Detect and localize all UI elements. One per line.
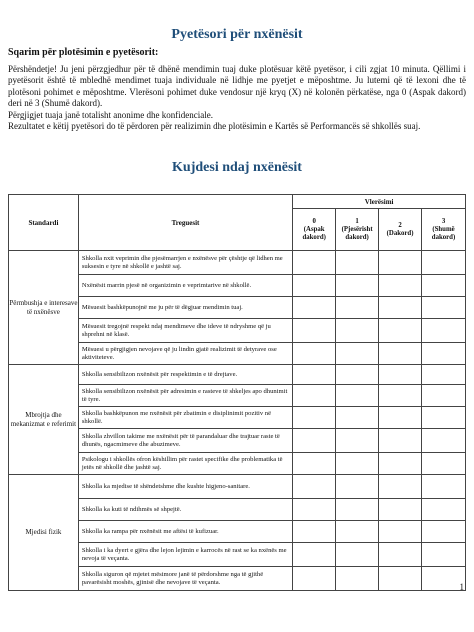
indicator-cell: Shkolla ka rampa për nxënësit me aftësi të kufizuar. (78, 521, 292, 543)
rating-cell-0[interactable] (293, 251, 336, 275)
rating-cell-3[interactable] (422, 453, 466, 475)
instructions-text (8, 64, 466, 132)
rating-cell-3[interactable] (422, 385, 466, 407)
score-header-3 (422, 209, 466, 251)
rating-cell-0[interactable] (293, 407, 336, 429)
rating-cell-3[interactable] (422, 297, 466, 319)
rating-cell-1[interactable] (336, 499, 379, 521)
rating-cell-0[interactable] (293, 385, 336, 407)
rating-cell-2[interactable] (379, 275, 422, 297)
rating-cell-1[interactable] (336, 429, 379, 453)
score-label: (Aspak dakord) (302, 225, 326, 241)
rating-cell-2[interactable] (379, 521, 422, 543)
rating-cell-2[interactable] (379, 319, 422, 343)
indicator-cell: Nxënësit marrin pjesë në organizimin e veprimtarive në shkollë. (78, 275, 292, 297)
standard-cell: Mbrojtja dhe mekanizmat e referimit (9, 365, 79, 475)
rating-cell-3[interactable] (422, 543, 466, 567)
page-number: 1 (459, 582, 464, 592)
rating-cell-2[interactable] (379, 343, 422, 365)
header-rating: Vlerësimi (293, 195, 466, 209)
standard-cell: Mjedisi fizik (9, 475, 79, 591)
page-title: Pyetësori për nxënësit (171, 27, 303, 42)
rating-cell-0[interactable] (293, 297, 336, 319)
rating-cell-0[interactable] (293, 343, 336, 365)
intro-paragraph: Përshëndetje! Ju jeni përzgjedhur për të dhënë mendimin tuaj duke plotësuar këtë pyetësor, i cili zgjat 10 minuta. Qëllimi i pyetësorit është të mbledhë mendimet tuaja individuale në lidhje me pyetjet e mëposhtme. Ju lutemi që të lexoni dhe të plotësoni pohimet e mëposhtme. Vlerësoni pohimet duke vendosur një kryq (X) në kolonën përkatëse, nga 0 (Aspak dakord) deri në 3 (Shumë dakord). (8, 64, 466, 109)
rating-cell-3[interactable] (422, 365, 466, 385)
score-header-0 (293, 209, 336, 251)
rating-cell-0[interactable] (293, 453, 336, 475)
rating-cell-1[interactable] (336, 521, 379, 543)
score-label: (Dakord) (386, 229, 414, 237)
rating-cell-0[interactable] (293, 475, 336, 499)
standard-cell: Përmbushja e interesave të nxënësve (9, 251, 79, 365)
score-label: (Pjesërisht dakord) (341, 225, 373, 241)
rating-cell-1[interactable] (336, 297, 379, 319)
rating-cell-2[interactable] (379, 453, 422, 475)
score-header-2 (379, 209, 422, 251)
rating-cell-3[interactable] (422, 343, 466, 365)
rating-cell-2[interactable] (379, 499, 422, 521)
rating-cell-3[interactable] (422, 407, 466, 429)
rating-cell-1[interactable] (336, 343, 379, 365)
rating-cell-2[interactable] (379, 543, 422, 567)
rating-cell-3[interactable] (422, 275, 466, 297)
rating-cell-3[interactable] (422, 499, 466, 521)
rating-cell-1[interactable] (336, 319, 379, 343)
score-header-1 (336, 209, 379, 251)
rating-cell-1[interactable] (336, 251, 379, 275)
rating-cell-2[interactable] (379, 251, 422, 275)
score-label: (Shumë dakord) (431, 225, 456, 241)
rating-cell-1[interactable] (336, 407, 379, 429)
table-row (9, 251, 466, 275)
intro-paragraph: Rezultatet e këtij pyetësori do të përdoren për realizimin dhe plotësimin e Kartës së Performancës së shkollës suaj. (8, 121, 421, 132)
rating-cell-3[interactable] (422, 319, 466, 343)
indicator-cell: Shkolla siguron që mjetet mësimore janë të përdorshme nga të gjithë pavarësisht moshës, gjinisë dhe nevojave të veçanta. (78, 567, 292, 591)
rating-cell-1[interactable] (336, 275, 379, 297)
indicator-cell: Shkolla i ka dyert e gjëra dhe lejon lejimin e karrocës në rast se ka nxënës me nevoja të veçanta. (78, 543, 292, 567)
header-standard: Standardi (9, 195, 79, 251)
score-number: 0 (312, 217, 316, 225)
rating-cell-2[interactable] (379, 365, 422, 385)
rating-cell-0[interactable] (293, 521, 336, 543)
section-title: Kujdesi ndaj nxënësit (172, 160, 302, 175)
table-row (9, 365, 466, 385)
score-number: 1 (355, 217, 359, 225)
indicator-cell: Mësuesit bashkëpunojnë me ju për të dëgjuar mendimin tuaj. (78, 297, 292, 319)
indicator-cell: Shkolla nxit veprimin dhe pjesëmarrjen e nxënësve për çështje që lidhen me suksesin e tyre në shkollë e jashtë saj. (78, 251, 292, 275)
rating-cell-0[interactable] (293, 429, 336, 453)
instructions-heading: Sqarim për plotësimin e pyetësorit: (8, 47, 159, 58)
rating-cell-2[interactable] (379, 567, 422, 591)
rating-cell-2[interactable] (379, 407, 422, 429)
rating-cell-1[interactable] (336, 365, 379, 385)
indicator-cell: Shkolla ka kuti të ndihmës së shpejtë. (78, 499, 292, 521)
rating-cell-0[interactable] (293, 319, 336, 343)
rating-cell-2[interactable] (379, 429, 422, 453)
rating-cell-0[interactable] (293, 275, 336, 297)
rating-cell-2[interactable] (379, 475, 422, 499)
rating-cell-3[interactable] (422, 251, 466, 275)
header-indicators: Treguesit (78, 195, 292, 251)
rating-cell-0[interactable] (293, 365, 336, 385)
intro-paragraph: Përgjigjet tuaja janë totalisht anonime dhe konfidenciale. (8, 109, 214, 120)
table-row (9, 475, 466, 499)
rating-cell-1[interactable] (336, 475, 379, 499)
rating-cell-1[interactable] (336, 453, 379, 475)
indicator-cell: Shkolla zhvillon takime me nxënësit për të parandaluar dhe trajtuar raste të dhunës, ngacmimeve dhe abuzimeve. (78, 429, 292, 453)
rating-cell-0[interactable] (293, 499, 336, 521)
indicator-cell: Mësuesit tregojnë respekt ndaj mendimeve dhe ideve të ndryshme që ju shprehni në klasë. (78, 319, 292, 343)
indicator-cell: Shkolla bashkëpunon me nxënësit për zbatimin e disiplinimit pozitiv në shkollë. (78, 407, 292, 429)
score-number: 3 (441, 217, 446, 225)
rating-cell-1[interactable] (336, 385, 379, 407)
rating-cell-3[interactable] (422, 429, 466, 453)
indicator-cell: Psikologu i shkollës ofron këshillim për rastet specifike dhe problematika të jetës në shkollë dhe jashtë saj. (78, 453, 292, 475)
rating-cell-2[interactable] (379, 385, 422, 407)
rating-cell-3[interactable] (422, 475, 466, 499)
score-number: 2 (398, 221, 402, 229)
questionnaire-table (8, 194, 466, 591)
rating-cell-0[interactable] (293, 567, 336, 591)
rating-cell-1[interactable] (336, 543, 379, 567)
rating-cell-0[interactable] (293, 543, 336, 567)
indicator-cell: Shkolla ka mjedise të shëndetshme dhe kushte higjeno-sanitare. (78, 475, 292, 499)
indicator-cell: Shkolla sensibilizon nxënësit për respektimin e të drejtave. (78, 365, 292, 385)
rating-cell-3[interactable] (422, 521, 466, 543)
rating-cell-1[interactable] (336, 567, 379, 591)
rating-cell-2[interactable] (379, 297, 422, 319)
indicator-cell: Shkolla sensibilizon nxënësit për adresimin e rasteve të shkeljes apo dhunimit të tyre. (78, 385, 292, 407)
indicator-cell: Mësuesi u përgjigjen nevojave që ju lindin gjatë realizimit të detyrave ose aktiviteteve. (78, 343, 292, 365)
